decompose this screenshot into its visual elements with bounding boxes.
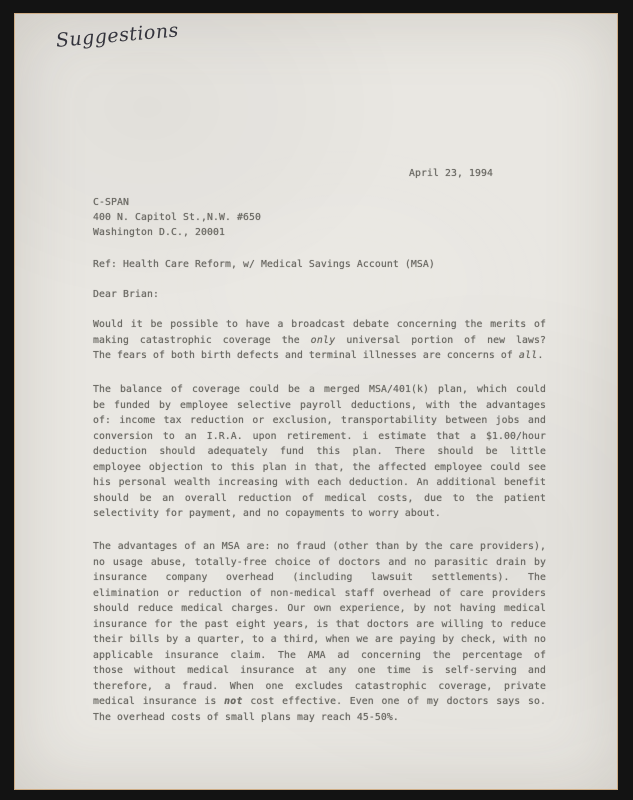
letter-line: his personal wealth increasing with each deduction. An additional benefit [93,477,546,488]
letter-line: should reduce medical charges. Our own experience, by not having medical [93,603,546,614]
letter-line: no usage abuse, totally-free choice of doctors and no parasitic drain by [93,556,546,568]
handwritten-annotation: Suggestions [55,19,180,52]
letter-paragraph [93,317,546,364]
letter-line: medical insurance is not cost effective. Even one of my doctors says so. [93,696,546,707]
recipient-address [93,195,261,240]
letter-line: insurance company overhead (including lawsuit settlements). The [93,572,546,583]
letter-line: making catastrophic coverage the only universal portion of new laws? [93,334,546,346]
recipient-line: 400 N. Capitol St.,N.W. #650 [93,212,261,223]
letter-paragraph [93,382,546,522]
letter-line: should be an overall reduction of medical costs, due to the patient [93,492,546,504]
letter-line: employee objection to this plan in that, the affected employee could see [93,461,546,473]
reference-line: Ref: Health Care Reform, w/ Medical Savings Account (MSA) [93,259,435,270]
letter-line: elimination or reduction of non-medical staff overhead of care providers [93,587,546,599]
recipient-line: Washington D.C., 20001 [93,227,225,238]
letter-line: Would it be possible to have a broadcast debate concerning the merits of [93,319,546,330]
letter-line: The advantages of an MSA are: no fraud (other than by the care providers), [93,541,546,552]
letter-line: their bills by a quarter, to a third, when we are paying by check, with no [93,634,546,645]
letter-line: applicable insurance claim. The AMA ad concerning the percentage of [93,649,546,661]
letter-line: of: income tax reduction or exclusion, transportability between jobs and [93,415,546,426]
letter-line: insurance for the past eight years, is that doctors are willing to reduce [93,618,546,630]
letter-line: selectivity for payment, and no copayments to worry about. [93,508,441,519]
letter-line: The fears of both birth defects and terminal illnesses are concerns of all. [93,350,544,361]
letter-line: therefore, a fraud. When one excludes catastrophic coverage, private [93,680,546,692]
letter-page [14,13,618,790]
letter-line: deduction should adequately fund this plan. There should be little [93,446,546,457]
letter-line: be funded by employee selective payroll deductions, with the advantages [93,399,546,411]
recipient-line: C-SPAN [93,197,129,208]
letter-date: April 23, 1994 [409,168,493,179]
letter-line: those without medical insurance at any one time is self-serving and [93,665,546,676]
salutation: Dear Brian: [93,289,159,300]
letter-line: conversion to an I.R.A. upon retirement. i estimate that a $1.00/hour [93,430,546,442]
letter-line: The overhead costs of small plans may reach 45-50%. [93,711,399,723]
letter-line: The balance of coverage could be a merged MSA/401(k) plan, which could [93,384,546,395]
letter-paragraph [93,539,546,725]
